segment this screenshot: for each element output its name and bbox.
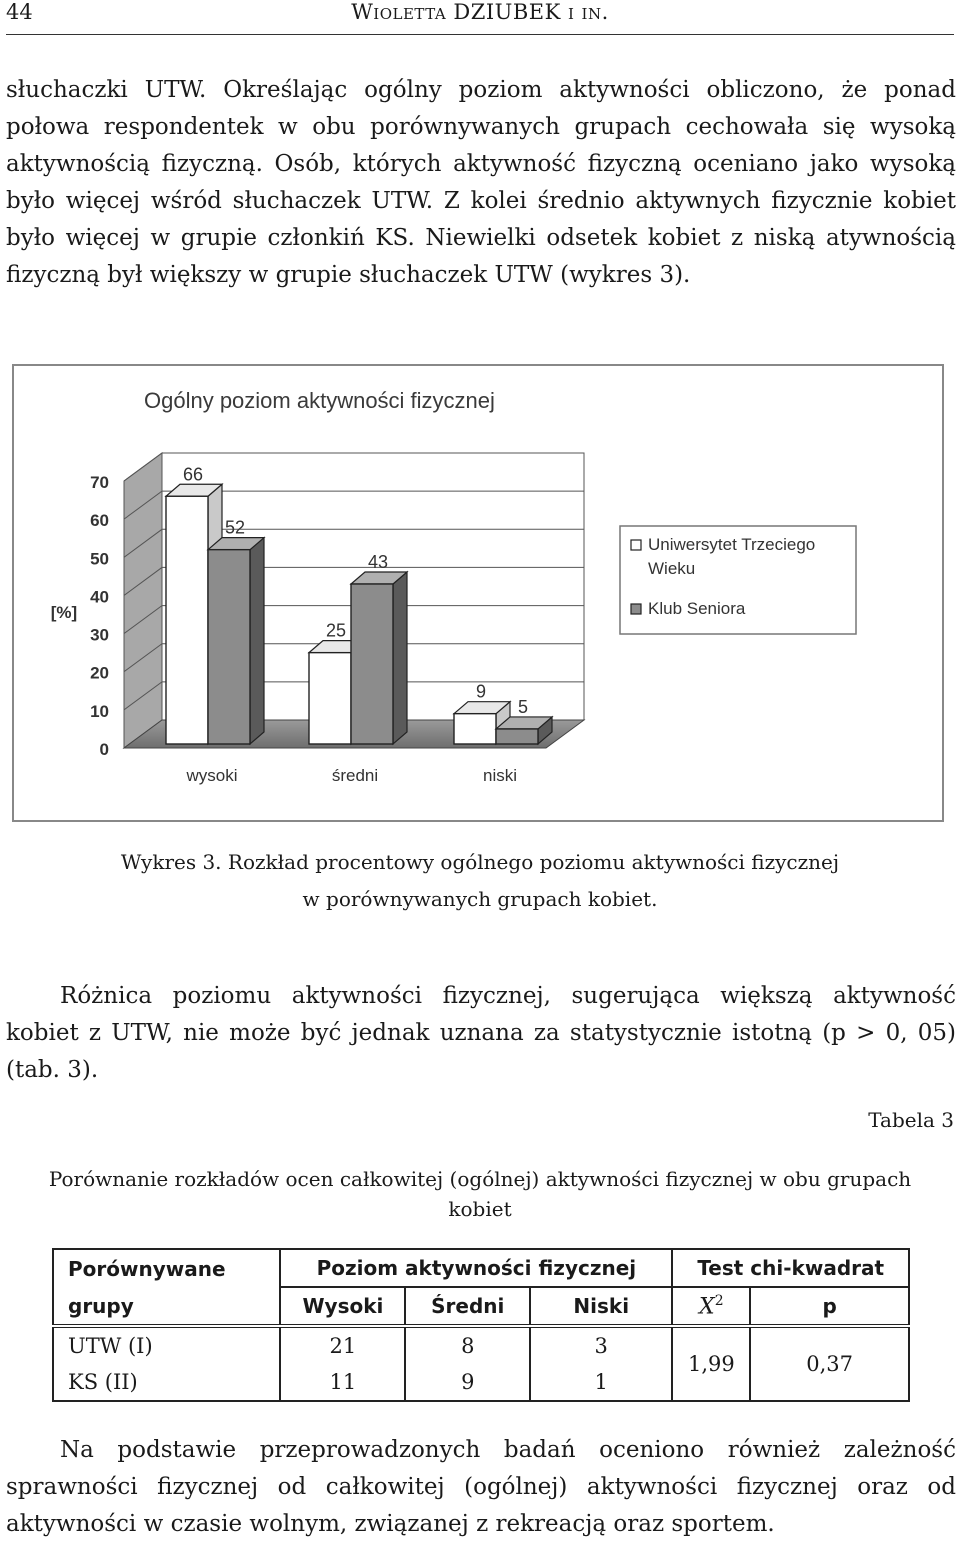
x-tick-label: niski bbox=[482, 766, 518, 785]
legend-label: Wieku bbox=[648, 559, 696, 578]
header-chi-test: Test chi-kwadrat bbox=[672, 1249, 909, 1287]
data-label: 52 bbox=[224, 517, 246, 538]
y-tick-label: 10 bbox=[90, 701, 109, 721]
table-label: Tabela 3 bbox=[868, 1108, 954, 1132]
y-tick-label: 70 bbox=[90, 473, 109, 492]
bar-ks bbox=[351, 584, 393, 744]
running-head-authors: Wioletta DZIUBEK i in. bbox=[351, 0, 609, 24]
data-label: 66 bbox=[182, 464, 204, 485]
data-label: 25 bbox=[325, 620, 347, 641]
header-p: p bbox=[750, 1287, 909, 1326]
header-x2: $X^2$ bbox=[672, 1287, 750, 1326]
running-head bbox=[6, 0, 954, 26]
table-row bbox=[53, 1326, 909, 1364]
data-label: 9 bbox=[475, 681, 487, 702]
header-activity-level: Poziom aktywności fizycznej bbox=[280, 1249, 672, 1287]
legend-swatch bbox=[631, 540, 641, 550]
header-mid: Średni bbox=[405, 1287, 530, 1326]
figure-caption-line-2: w porównywanych grupach kobiet. bbox=[302, 887, 658, 911]
y-axis-label: [%] bbox=[50, 603, 78, 622]
bar-ks bbox=[496, 729, 538, 744]
table-header-row bbox=[53, 1249, 909, 1287]
cell-high: 11 bbox=[280, 1364, 405, 1401]
y-tick-label: 20 bbox=[90, 663, 109, 683]
cell-mid: 8 bbox=[405, 1326, 530, 1364]
cell-mid: 9 bbox=[405, 1364, 530, 1401]
bar-ks bbox=[208, 550, 250, 744]
table-title: Porównanie rozkładów ocen całkowitej (ogólnej) aktywności fizycznej w obu grupach kobiet bbox=[48, 1167, 912, 1221]
bar-ks-side bbox=[250, 538, 264, 744]
legend-label: Klub Seniora bbox=[648, 599, 746, 618]
header-low: Niski bbox=[530, 1287, 672, 1326]
cell-low: 1 bbox=[530, 1364, 672, 1401]
header-rule bbox=[6, 34, 954, 35]
bar-ks-side bbox=[393, 572, 407, 744]
legend-swatch bbox=[631, 604, 641, 614]
legend-label: Uniwersytet Trzeciego bbox=[648, 535, 816, 554]
x-tick-label: wysoki bbox=[186, 766, 238, 785]
paragraph-3: Na podstawie przeprowadzonych badań oceniono również zależność sprawności fizycznej od całkowitej (ogólnej) aktywności fizycznej oraz od aktywności w czasie wolnym, związanej z rekreacją oraz sportem. bbox=[6, 1437, 956, 1537]
x-tick-label: średni bbox=[331, 766, 379, 785]
cell-p-value: 0,37 bbox=[750, 1326, 909, 1401]
y-tick-label: 50 bbox=[90, 549, 109, 569]
cell-group: KS (II) bbox=[53, 1364, 280, 1401]
y-tick-label: 60 bbox=[90, 511, 109, 531]
cell-low: 3 bbox=[530, 1326, 672, 1364]
cell-group: UTW (I) bbox=[53, 1326, 280, 1364]
y-tick-label: 40 bbox=[90, 587, 109, 607]
page-number: 44 bbox=[6, 0, 33, 24]
paragraph-1: słuchaczki UTW. Określając ogólny poziom aktywności obliczono, że ponad połowa respondentek w obu porównywanych grupach cechowała się wysoką aktywnością fizyczną. Osób, których aktywność fizyczną oceniano jako wysoką było więcej wśród słuchaczek UTW. Z kolei średnio aktywnych fizycznie kobiet było więcej w grupie członkiń KS. Niewielki odsetek kobiet z niską atywnością fizyczną był większy w grupie słuchaczek UTW (wykres 3). bbox=[6, 77, 956, 288]
bar-chart bbox=[14, 366, 942, 820]
results-table bbox=[52, 1248, 910, 1402]
y-tick-label: 0 bbox=[99, 740, 109, 759]
bar-utw bbox=[309, 653, 351, 744]
y-tick-label: 30 bbox=[90, 625, 109, 645]
bar-utw bbox=[454, 714, 496, 744]
figure-caption-line-1: Wykres 3. Rozkład procentowy ogólnego poziomu aktywności fizycznej bbox=[120, 850, 840, 874]
cell-high: 21 bbox=[280, 1326, 405, 1364]
header-groups-2: grupy bbox=[53, 1287, 280, 1326]
chart-title: Ogólny poziom aktywności fizycznej bbox=[144, 388, 495, 413]
data-label: 5 bbox=[517, 696, 529, 717]
cell-chi-value: 1,99 bbox=[672, 1326, 750, 1401]
data-label: 43 bbox=[367, 551, 389, 572]
chart-frame bbox=[12, 364, 944, 822]
table-subheader-row bbox=[53, 1287, 909, 1326]
header-high: Wysoki bbox=[280, 1287, 405, 1326]
bar-utw bbox=[166, 496, 208, 744]
paragraph-2: Różnica poziomu aktywności fizycznej, sugerująca większą aktywność kobiet z UTW, nie może być jednak uznana za statystycznie istotną (p > 0, 05) (tab. 3). bbox=[6, 983, 956, 1083]
header-groups-1: Porównywane bbox=[53, 1249, 280, 1287]
chart-side-wall bbox=[124, 453, 162, 748]
